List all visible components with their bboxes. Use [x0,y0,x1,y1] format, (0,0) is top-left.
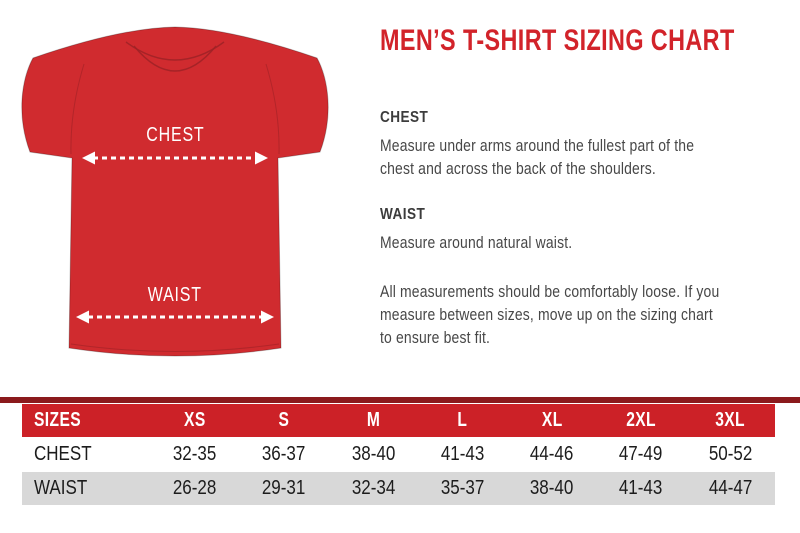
header-cell-xl-text: XL [541,409,563,431]
chest-measure-label [75,124,275,147]
waist-2xl-text: 41-43 [619,477,663,499]
chest-body-line: Measure under arms around the fullest part of the [380,136,695,155]
header-cell-xs [150,404,239,437]
header-cell-m-text: M [366,409,380,431]
waist-body-line: Measure around natural waist. [380,233,573,252]
header-cell-2xl-text: 2XL [626,409,656,431]
chest-l-value [418,438,507,471]
fit-note-line: measure between sizes, move up on the sizing chart [380,305,713,324]
chest-s-value [239,438,328,471]
header-cell-sizes-text: SIZES [34,409,82,431]
header-cell-s-text: S [278,409,290,431]
header-cell-3xl-text: 3XL [715,409,746,431]
waist-measure-label-text: WAIST [147,284,203,306]
chest-l-text: 41-43 [440,443,485,465]
table-top-stripe [0,397,800,403]
waist-m-value [329,472,418,505]
fit-note-line: All measurements should be comfortably loose. If you [380,282,720,301]
waist-3xl-value [686,472,775,505]
chest-row-label-text: CHEST [34,443,92,465]
waist-s-text: 29-31 [262,477,306,499]
waist-xs-text: 26-28 [172,477,217,499]
chest-3xl-text: 50-52 [708,443,753,465]
chest-measure-label-text: CHEST [145,124,205,146]
waist-xl-value [507,472,596,505]
header-cell-xs-text: XS [183,409,206,431]
chest-m-text: 38-40 [351,443,395,465]
chest-xl-text: 44-46 [530,443,574,465]
tshirt-illustration [0,0,360,395]
chest-m-value [329,438,418,471]
waist-row-label-text: WAIST [34,477,88,499]
chest-body-line: chest and across the back of the shoulders. [380,159,656,178]
waist-3xl-text: 44-47 [708,477,753,499]
chest-2xl-text: 47-49 [619,443,663,465]
waist-m-text: 32-34 [351,477,395,499]
chest-s-text: 36-37 [262,443,306,465]
chest-section-heading: CHEST [380,109,429,126]
waist-xs-value [150,472,239,505]
waist-l-value [418,472,507,505]
waist-s-value [239,472,328,505]
header-cell-2xl [596,404,685,437]
tshirt-svg [0,0,360,395]
info-column [380,25,795,349]
chest-row-label [22,438,150,471]
waist-2xl-value [596,472,685,505]
chest-xs-value [150,438,239,471]
waist-l-text: 35-37 [440,477,485,499]
chest-xs-text: 32-35 [172,443,217,465]
fit-note [380,280,795,349]
waist-section-heading: WAIST [380,206,426,223]
waist-measure-label [75,284,275,307]
waist-row-label [22,472,150,505]
header-cell-m [329,404,418,437]
header-cell-xl [507,404,596,437]
fit-note-line: to ensure best fit. [380,328,491,347]
header-cell-l [418,404,507,437]
table-row-waist [22,472,775,505]
chest-xl-value [507,438,596,471]
table-header-row [22,404,775,437]
waist-section-body [380,231,795,254]
table-row-chest [22,438,775,471]
waist-xl-text: 38-40 [530,477,574,499]
sizing-table [22,404,775,505]
page-title: MEN’S T-SHIRT SIZING CHART [380,24,735,57]
header-cell-s [239,404,328,437]
header-cell-l-text: L [457,409,468,431]
chest-section-body [380,134,795,180]
header-cell-3xl [686,404,775,437]
chest-2xl-value [596,438,685,471]
chest-3xl-value [686,438,775,471]
header-cell-sizes [22,404,150,437]
